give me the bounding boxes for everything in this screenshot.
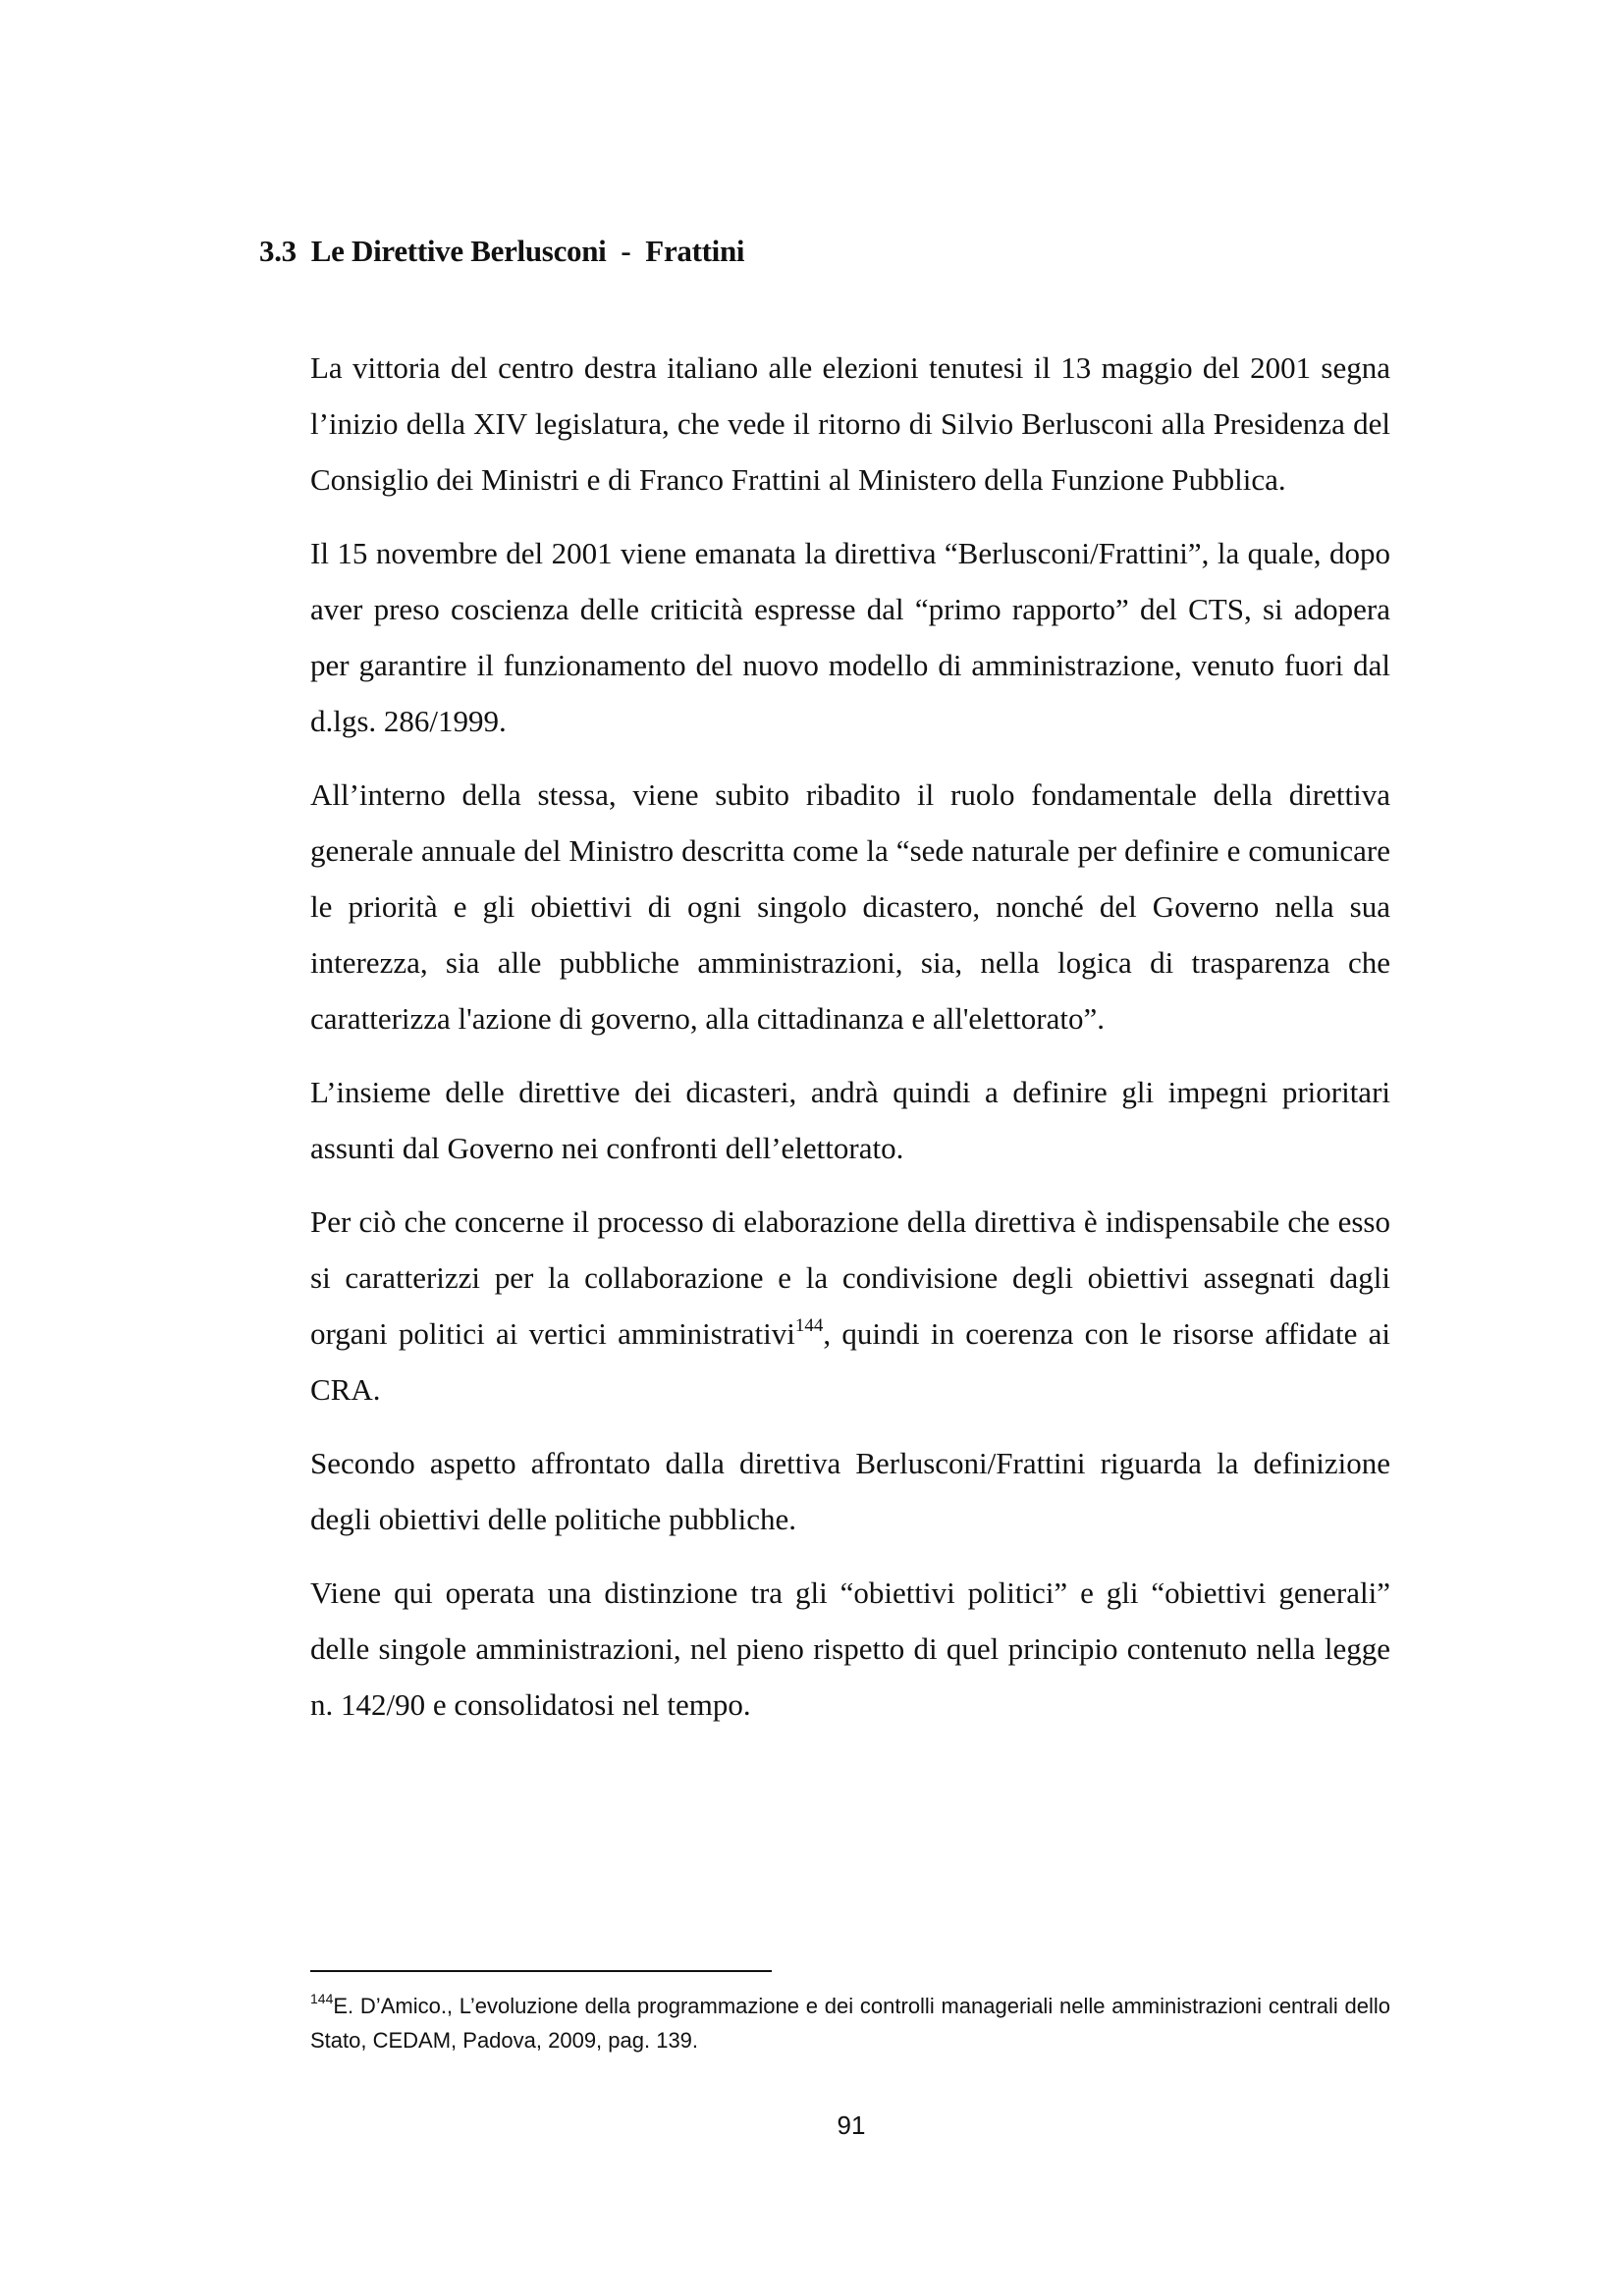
paragraph: Secondo aspetto affrontato dalla direttiva Berlusconi/Frattini riguarda la definizione degli obiettivi delle politiche pubbliche. (310, 1446, 1390, 1536)
paragraph: L’insieme delle direttive dei dicasteri, andrà quindi a definire gli impegni prioritari assunti dal Governo nei confronti dell’elettorato. (310, 1075, 1390, 1165)
paragraph-text-before: Per ciò che concerne il processo di elaborazione della direttiva è indispensabile che esso si caratterizzi per la collaborazione e la condivisione degli obiettivi assegnati dagli organi politici ai vertici amministrativi (310, 1204, 1390, 1351)
paragraph-text-after: , quindi in coerenza con le risorse affidate ai CRA. (310, 1316, 1390, 1407)
footnote (310, 1989, 1390, 2057)
footnote-number: 144 (310, 1990, 334, 2006)
paragraph: Il 15 novembre del 2001 viene emanata la direttiva “Berlusconi/Frattini”, la quale, dopo aver preso coscienza delle criticità espresse dal “primo rapporto” del CTS, si adopera per garantire il funzionamento del nuovo modello di amministrazione, venuto fuori dal d.lgs. 286/1999. (310, 536, 1390, 738)
paragraph: All’interno della stessa, viene subito ribadito il ruolo fondamentale della direttiva generale annuale del Ministro descritta come la “sede naturale per definire e comunicare le priorità e gli obiettivi di ogni singolo dicastero, nonché del Governo nella sua interezza, sia alle pubbliche amministrazioni, sia, nella logica di trasparenza che caratterizza l'azione di governo, alla cittadinanza e all'elettorato”. (310, 777, 1390, 1036)
footnote-reference[interactable]: 144 (794, 1314, 824, 1336)
footnote-separator (310, 1970, 772, 1972)
body-text (310, 340, 1390, 1750)
footnote-text: E. D’Amico., L’evoluzione della programmazione e dei controlli manageriali nelle amministrazioni centrali dello Stato, CEDAM, Padova, 2009, pag. 139. (310, 1994, 1390, 2053)
page-number: 91 (837, 2110, 866, 2140)
paragraph: La vittoria del centro destra italiano alle elezioni tenutesi il 13 maggio del 2001 segna l’inizio della XIV legislatura, che vede il ritorno di Silvio Berlusconi alla Presidenza del Consiglio dei Ministri e di Franco Frattini al Ministero della Funzione Pubblica. (310, 350, 1390, 497)
section-heading: 3.3 Le Direttive Berlusconi - Frattini (259, 234, 745, 268)
paragraph-with-footnote (310, 1194, 1390, 1417)
paragraph: Viene qui operata una distinzione tra gli “obiettivi politici” e gli “obiettivi generali” delle singole amministrazioni, nel pieno rispetto di quel principio contenuto nella legge n. 142/90 e consolidatosi nel tempo. (310, 1575, 1390, 1722)
